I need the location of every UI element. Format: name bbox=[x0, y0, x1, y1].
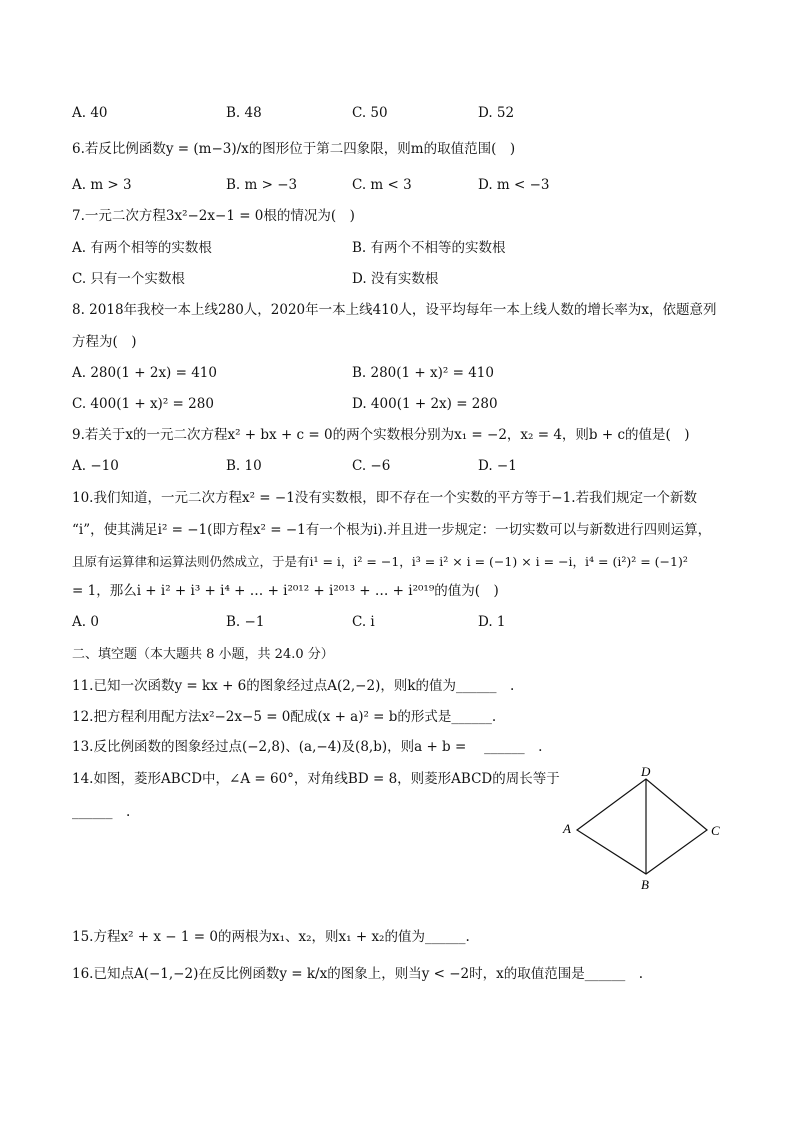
q15: 15.方程x² + x − 1 = 0的两根为x₁、x₂，则x₁ + x₂的值为______. bbox=[72, 929, 470, 945]
q5-option-a: A. 40 bbox=[72, 105, 108, 121]
q10-line4: = 1，那么i + i² + i³ + i⁴ + … + i²⁰¹² + i²⁰¹³ + … + i²⁰¹⁹的值为( ) bbox=[72, 583, 499, 599]
q8-option-b: B. 280(1 + x)² = 410 bbox=[352, 365, 494, 381]
q6-option-d: D. m < −3 bbox=[478, 177, 550, 193]
q9-option-a: A. −10 bbox=[72, 458, 119, 474]
q9-option-c: C. −6 bbox=[352, 458, 391, 474]
q13: 13.反比例函数的图象经过点(−2,8)、(a,−4)及(8,b)，则a + b = ______ . bbox=[72, 739, 543, 755]
q11: 11.已知一次函数y = kx + 6的图象经过点A(2,−2)，则k的值为______ . bbox=[72, 678, 515, 694]
q14-line1: 14.如图，菱形ABCD中，∠A = 60°，对角线BD = 8，则菱形ABCD的周长等于 bbox=[72, 771, 560, 787]
section-heading: 二、填空题（本大题共 8 小题，共 24.0 分） bbox=[72, 647, 334, 662]
q14-line2: ______ . bbox=[72, 804, 131, 820]
q8-option-c: C. 400(1 + x)² = 280 bbox=[72, 396, 214, 412]
q8-option-d: D. 400(1 + 2x) = 280 bbox=[352, 396, 498, 412]
q7-stem: 7.一元二次方程3x²−2x−1 = 0根的情况为( ) bbox=[72, 208, 355, 224]
q7-option-b: B. 有两个不相等的实数根 bbox=[352, 240, 506, 256]
label-c: C bbox=[711, 823, 720, 838]
q6-option-a: A. m > 3 bbox=[72, 177, 132, 193]
q6-stem: 6.若反比例函数y = (m−3)/x的图形位于第二四象限，则m的取值范围( ) bbox=[72, 141, 516, 157]
q7-option-d: D. 没有实数根 bbox=[352, 271, 439, 287]
q7-option-c: C. 只有一个实数根 bbox=[72, 271, 185, 287]
q9-stem: 9.若关于x的一元二次方程x² + bx + c = 0的两个实数根分别为x₁ = −2，x₂ = 4，则b + c的值是( ) bbox=[72, 427, 690, 443]
rhombus-figure bbox=[555, 762, 735, 897]
q5-option-c: C. 50 bbox=[352, 105, 388, 121]
rhombus-outline bbox=[577, 779, 707, 874]
q6-option-c: C. m < 3 bbox=[352, 177, 412, 193]
q10-option-d: D. 1 bbox=[478, 614, 506, 630]
q9-option-b: B. 10 bbox=[226, 458, 262, 474]
q16: 16.已知点A(−1,−2)在反比例函数y = k/x的图象上，则当y < −2时，x的取值范围是______ . bbox=[72, 966, 644, 982]
q10-option-a: A. 0 bbox=[72, 614, 99, 630]
q8-stem-line1: 8. 2018年我校一本上线280人，2020年一本上线410人，设平均每年一本上线人数的增长率为x，依题意列 bbox=[72, 302, 717, 318]
q9-option-d: D. −1 bbox=[478, 458, 517, 474]
q10-option-b: B. −1 bbox=[226, 614, 265, 630]
q10-line2: “i”，使其满足i² = −1(即方程x² = −1有一个根为i).并且进一步规定：一切实数可以与新数进行四则运算， bbox=[72, 522, 712, 538]
q6-option-b: B. m > −3 bbox=[226, 177, 298, 193]
q8-option-a: A. 280(1 + 2x) = 410 bbox=[72, 365, 217, 381]
label-b: B bbox=[641, 877, 649, 892]
q5-option-b: B. 48 bbox=[226, 105, 262, 121]
label-a: A bbox=[563, 821, 571, 836]
q8-stem-line2: 方程为( ) bbox=[72, 334, 137, 350]
q5-option-d: D. 52 bbox=[478, 105, 515, 121]
q10-option-c: C. i bbox=[352, 614, 375, 630]
label-d: D bbox=[641, 764, 651, 779]
q7-option-a: A. 有两个相等的实数根 bbox=[72, 240, 212, 256]
q10-line1: 10.我们知道，一元二次方程x² = −1没有实数根，即不存在一个实数的平方等于−1.若我们规定一个新数 bbox=[72, 490, 697, 506]
q10-line3: 且原有运算律和运算法则仍然成立，于是有i¹ = i，i² = −1，i³ = i² × i = (−1) × i = −i，i⁴ = (i²)² = (−1)² bbox=[72, 554, 688, 569]
q12: 12.把方程利用配方法x²−2x−5 = 0配成(x + a)² = b的形式是______. bbox=[72, 709, 497, 725]
